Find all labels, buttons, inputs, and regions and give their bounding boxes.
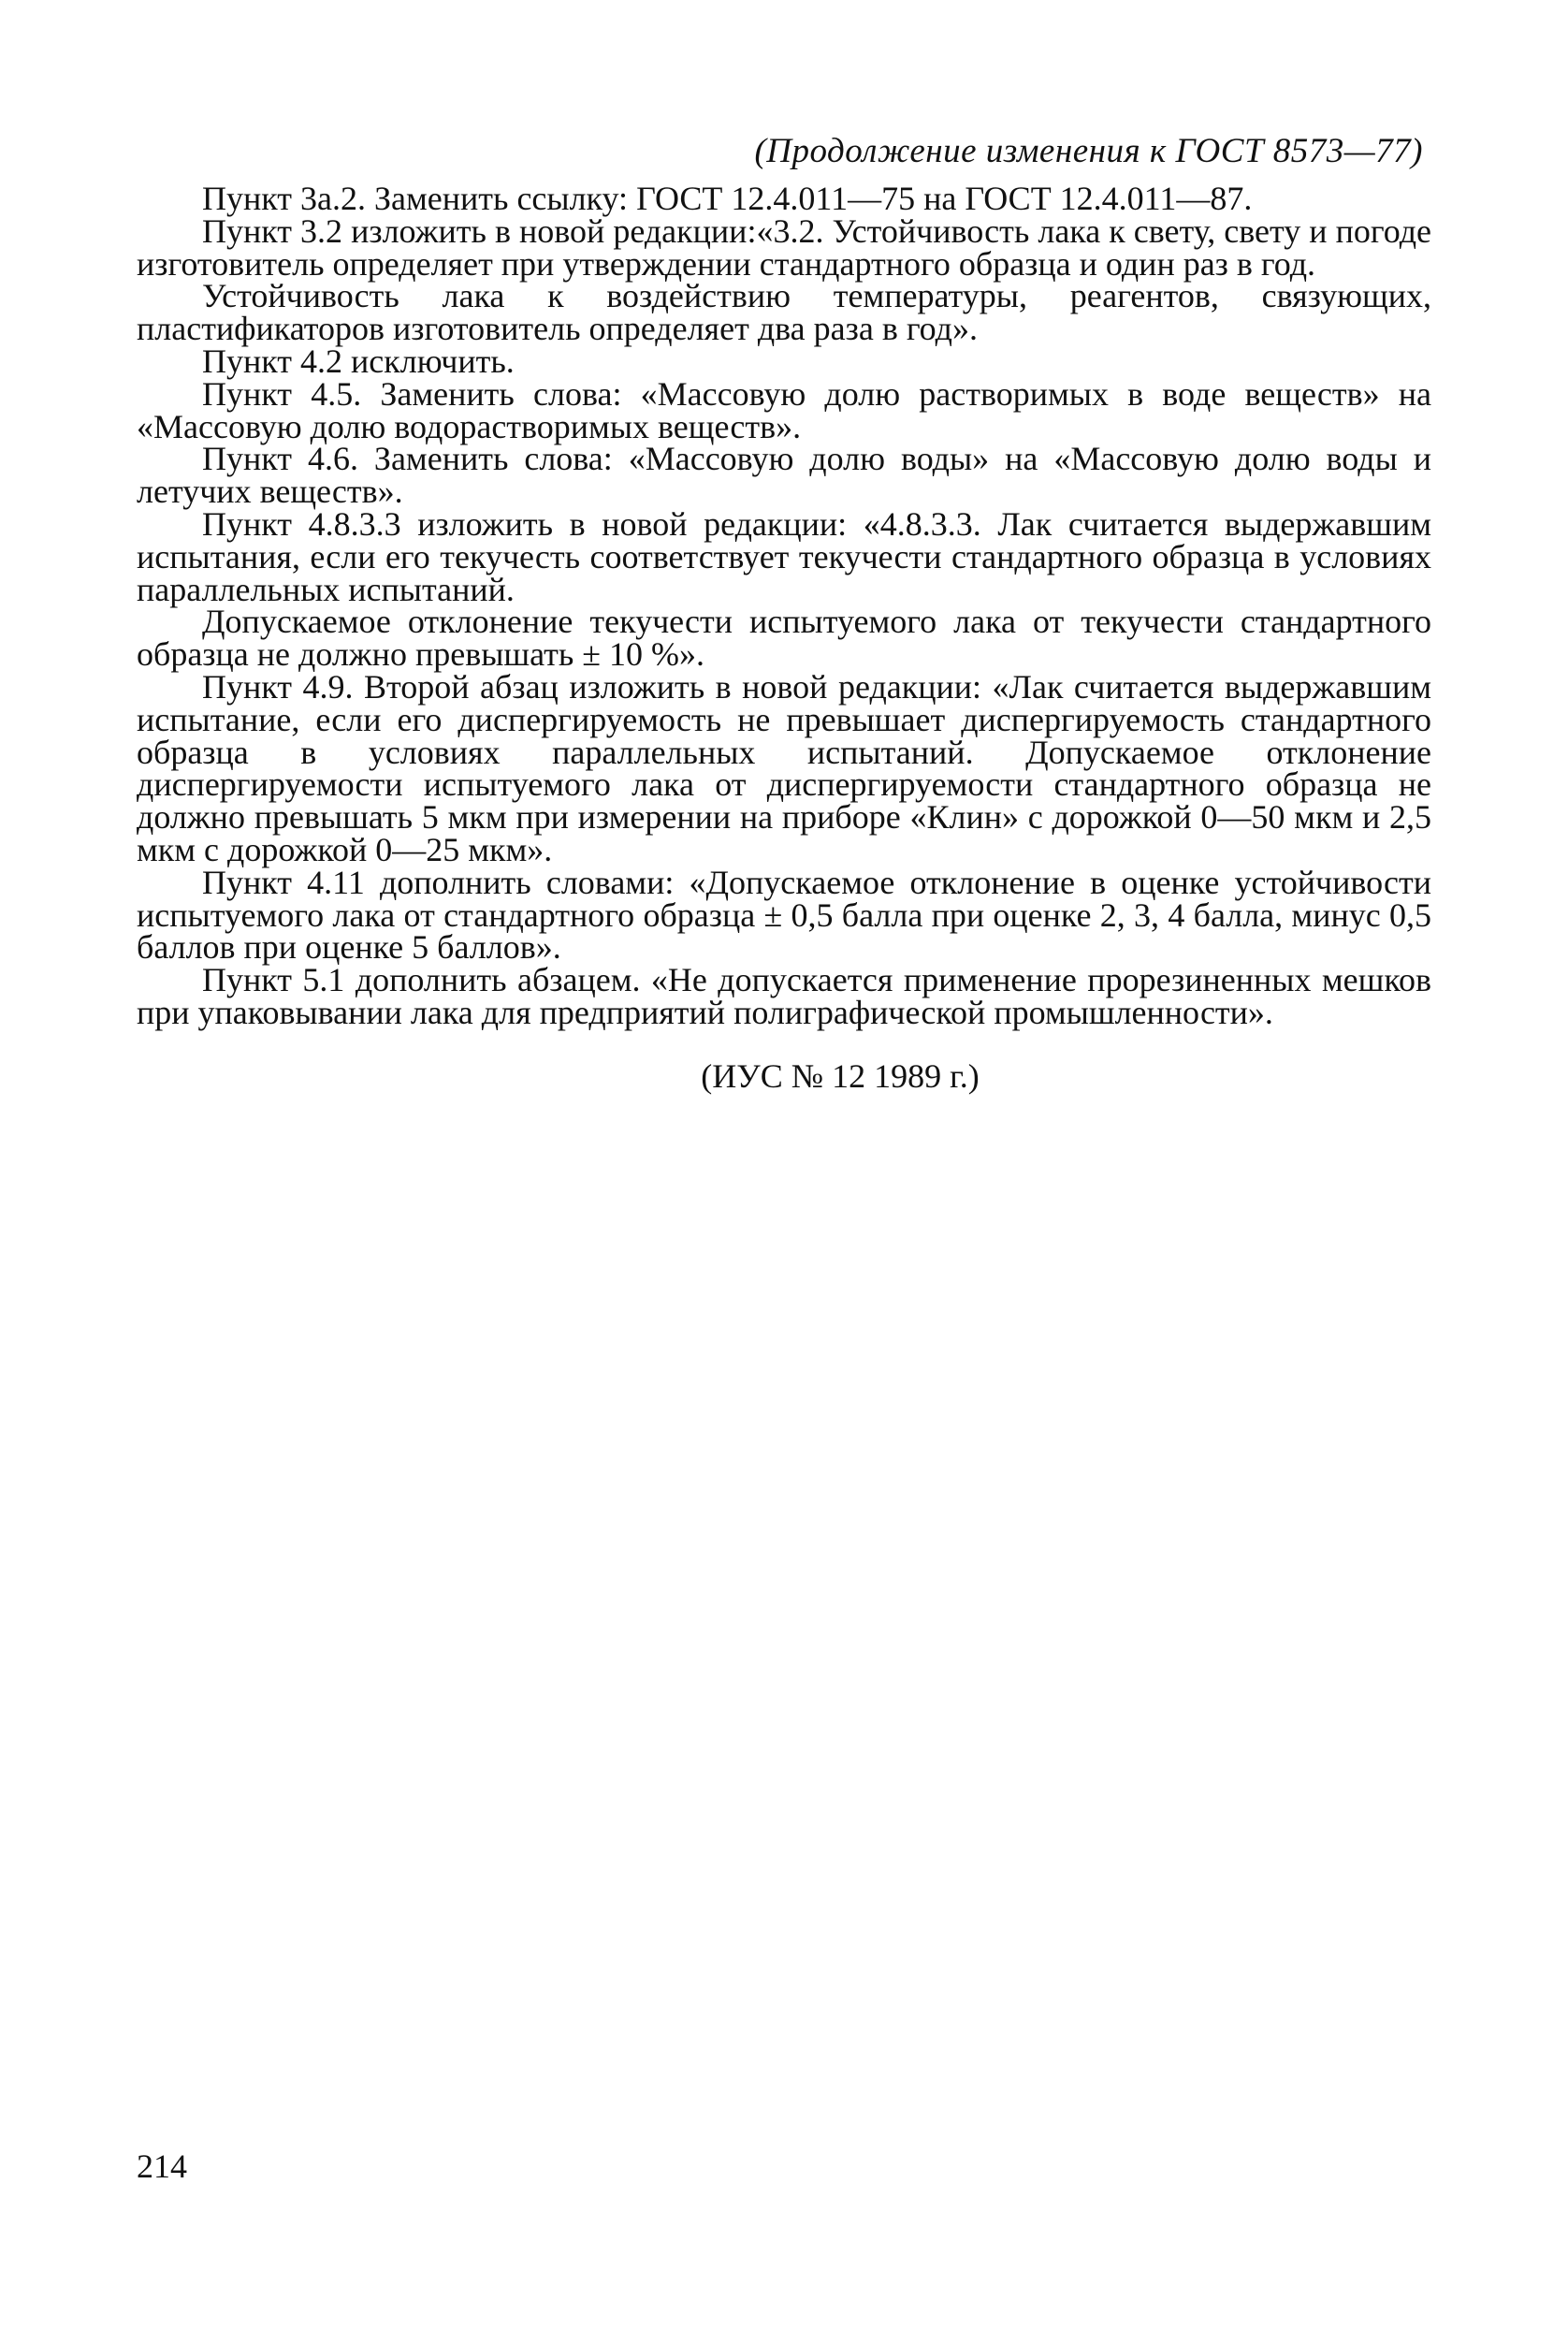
paragraph-item-4-11: Пункт 4.11 дополнить словами: «Допускаемое отклонение в оценке устойчивости испытуемого лака от стандартного образца ± 0,5 балла при оценке 2, 3, 4 балла, минус 0,5 баллов при оценке 5 баллов». — [137, 863, 1431, 967]
page-number: 214 — [137, 2147, 187, 2185]
paragraph-item-4-5: Пункт 4.5. Заменить слова: «Массовую долю растворимых в воде веществ» на «Массовую долю водорастворимых веществ». — [137, 374, 1431, 445]
paragraph-item-4-6: Пункт 4.6. Заменить слова: «Массовую долю воды» на «Массовую долю воды и летучих веществ». — [137, 440, 1431, 511]
paragraph-item-5-1: Пункт 5.1 дополнить абзацем. «Не допускается применение прорезиненных мешков при упаковывании лака для предприятий полиграфической промышленности». — [137, 961, 1431, 1031]
paragraph-resistance: Устойчивость лака к воздействию температуры, реагентов, связующих, пластификаторов изготовитель определяет два раза в год». — [137, 277, 1431, 348]
paragraph-item-3a2: Пункт 3а.2. Заменить ссылку: ГОСТ 12.4.011—75 на ГОСТ 12.4.011—87. — [202, 180, 1253, 217]
paragraph-flow-deviation: Допускаемое отклонение текучести испытуемого лака от текучести стандартного образца не должно превышать ± 10 %». — [137, 603, 1431, 674]
paragraph-item-4-9: Пункт 4.9. Второй абзац изложить в новой редакции: «Лак считается выдержавшим испытание, если его диспергируемость не превышает диспергируемость стандартного образца в условиях параллельных испытаний. Допускаемое отклонение диспергируемости испытуемого лака от диспергируемости стандартного образца не должно превышать 5 мкм при измерении на приборе «Клин» с дорожкой 0—50 мкм и 2,5 мкм с дорожкой 0—25 мкм». — [137, 667, 1431, 868]
paragraph-item-3-2: Пункт 3.2 изложить в новой редакции:«3.2. Устойчивость лака к свету, свету и погоде изготовитель определяет при утверждении стандартного образца и один раз в год. — [137, 211, 1431, 283]
paragraph-item-4-8-3-3: Пункт 4.8.3.3 изложить в новой редакции: «4.8.3.3. Лак считается выдержавшим испытания, если его текучесть соответствует текучести стандартного образца в условиях параллельных испытаний. — [137, 504, 1431, 608]
source-reference: (ИУС № 12 1989 г.) — [701, 1056, 980, 1095]
paragraph-item-4-2: Пункт 4.2 исключить. — [202, 342, 515, 380]
continuation-header: (Продолжение изменения к ГОСТ 8573—77) — [754, 132, 1423, 170]
document-body — [137, 182, 1431, 1095]
